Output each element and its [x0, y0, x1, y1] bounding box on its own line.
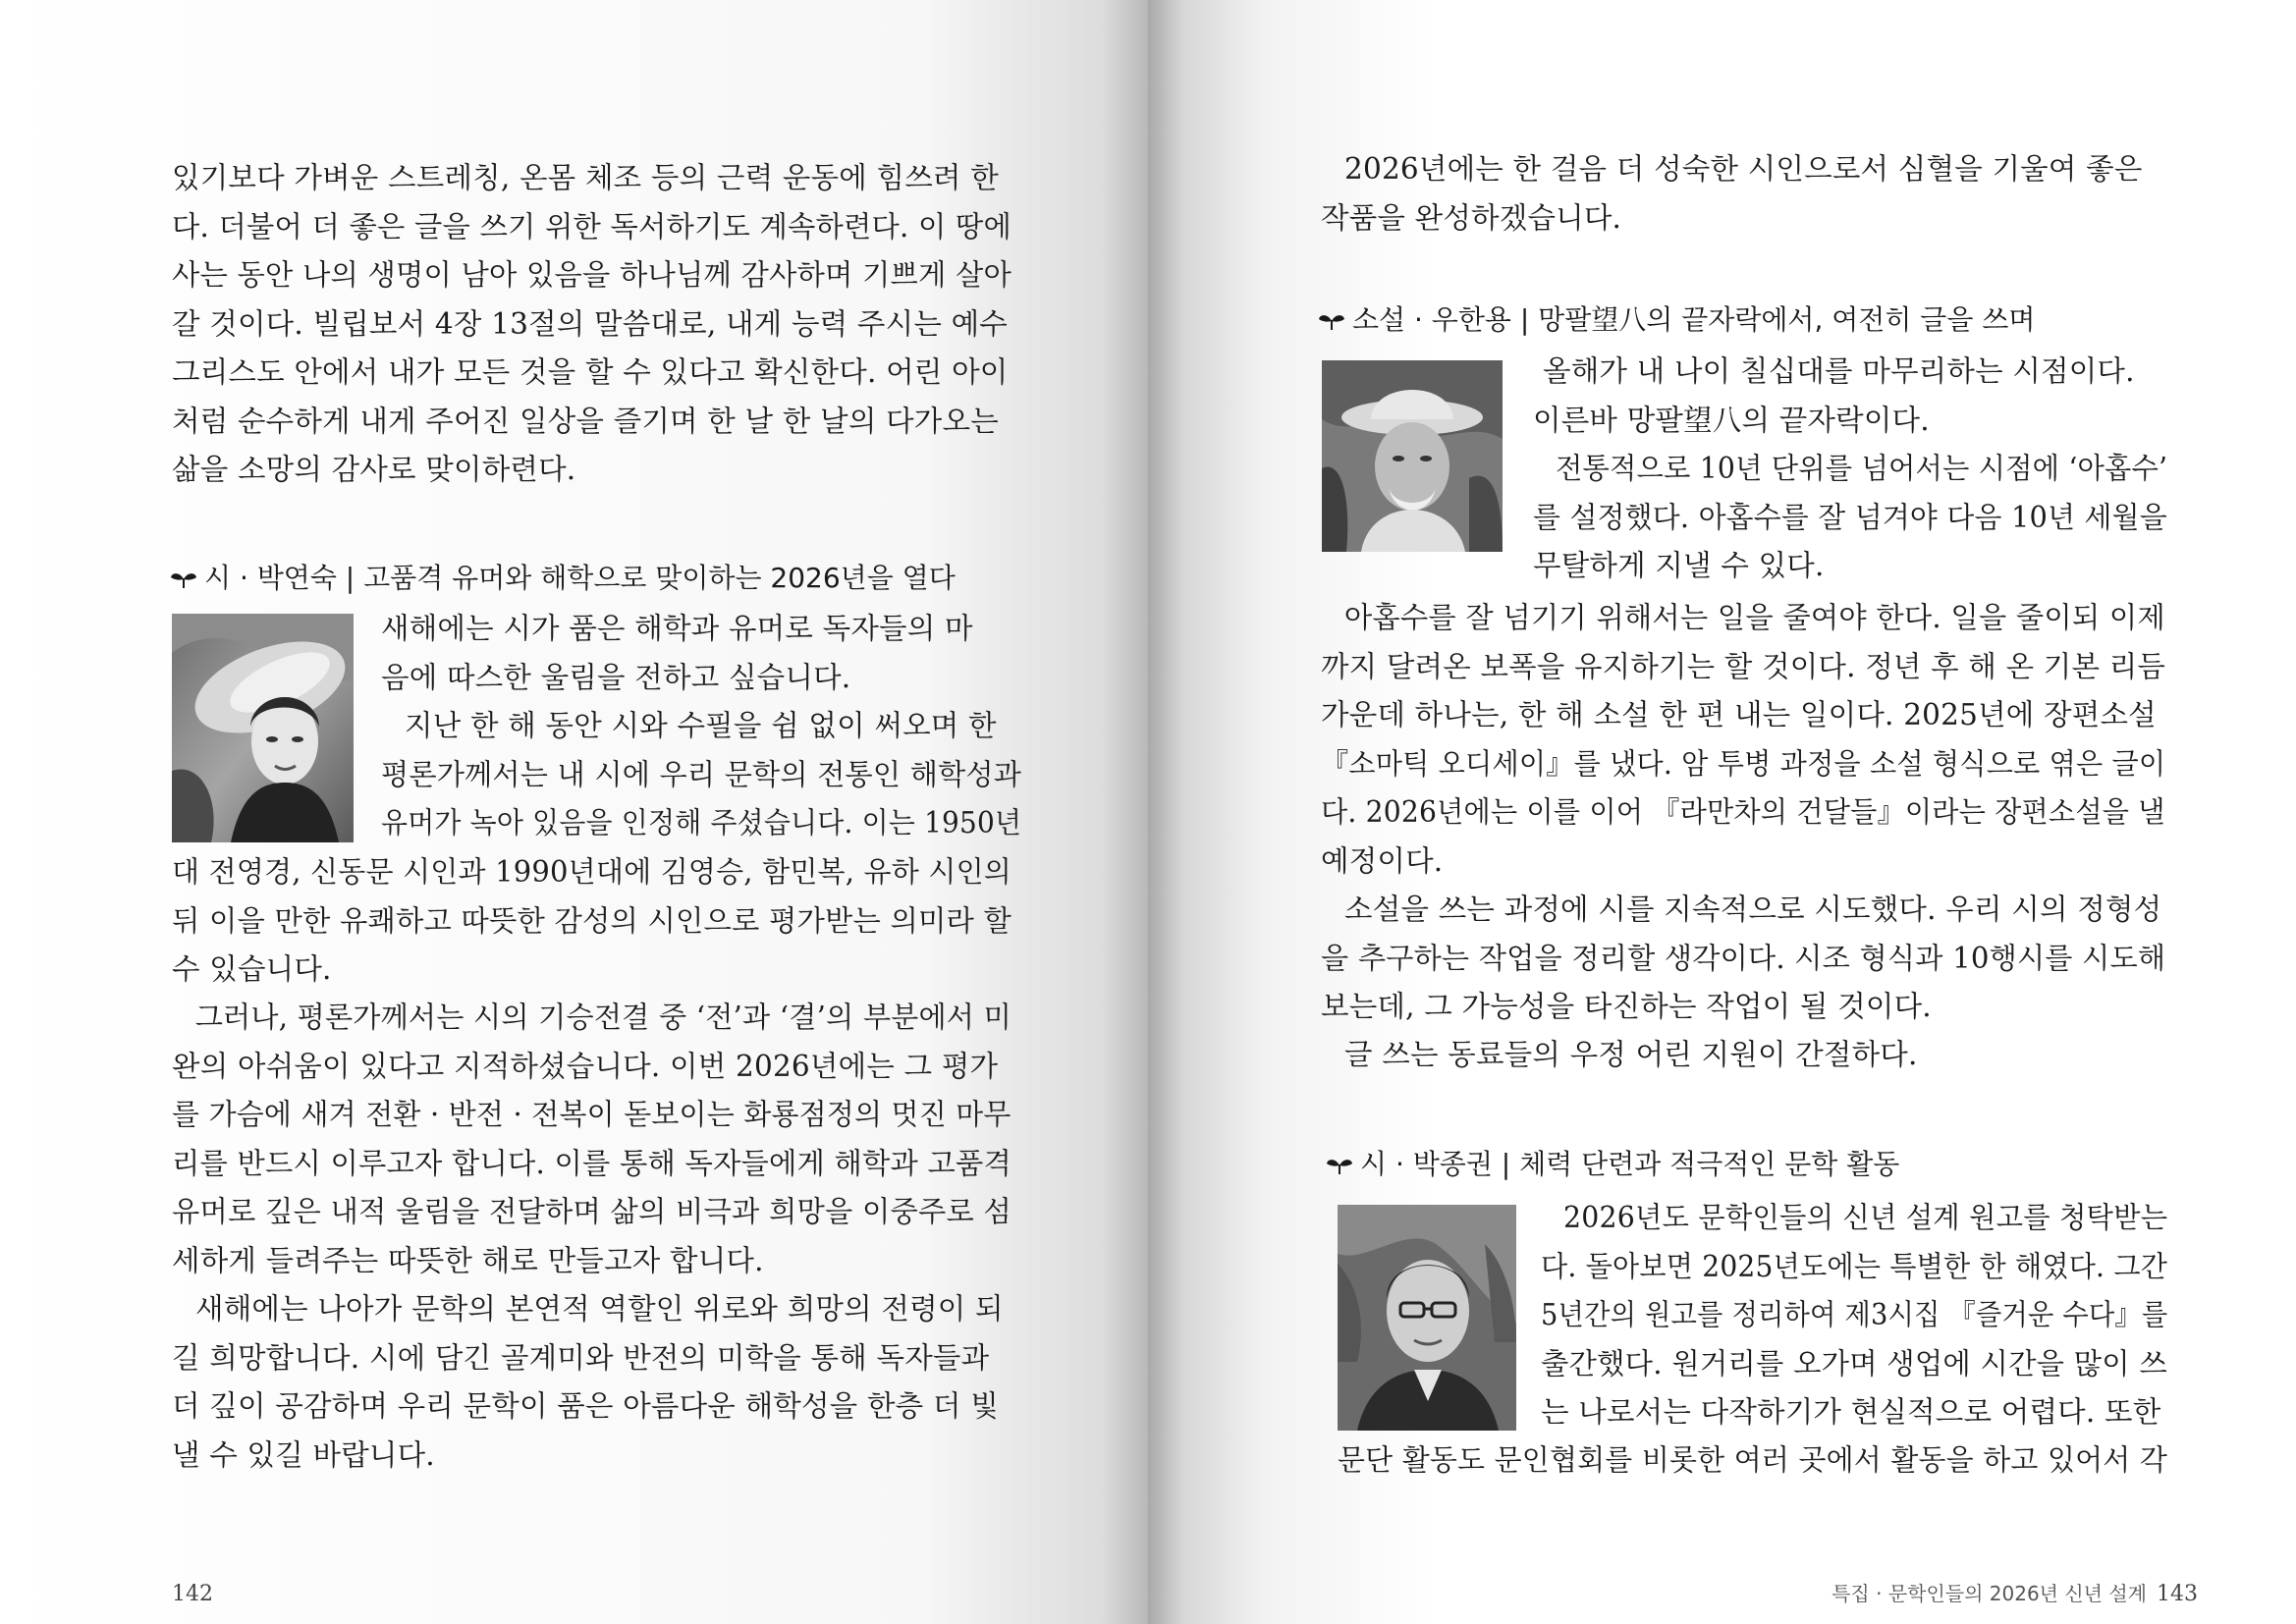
- wrapped-lines-park-yeonsuk: [381, 605, 1021, 848]
- sprout-icon: [1317, 311, 1346, 331]
- wrapped-lines-park-jonggwon: [1541, 1194, 2167, 1437]
- section2-paragraph-rest: [1338, 1436, 2167, 1486]
- text-line: 출간했다. 원거리를 오가며 생업에 시간을 많이 쓰: [1541, 1346, 2167, 1380]
- author-photo-park-jonggwon: [1338, 1205, 1516, 1431]
- author-photo-park-yeonsuk: [172, 614, 354, 842]
- text-line: 유머가 녹아 있음을 인정해 주셨습니다. 이는 1950년: [381, 806, 1022, 839]
- text-line: 길 희망합니다. 시에 담긴 골계미와 반전의 미학을 통해 독자들과: [172, 1340, 990, 1375]
- text-line: 갈 것이다. 빌립보서 4장 13절의 말씀대로, 내게 능력 주시는 예수: [172, 306, 1008, 341]
- text-line: 리를 반드시 이루고자 합니다. 이를 통해 독자들에게 해학과 고품격: [172, 1146, 1011, 1180]
- text-line: 완의 아쉬움이 있다고 지적하셨습니다. 이번 2026년에는 그 평가: [172, 1049, 999, 1083]
- text-line: 5년간의 원고를 정리하여 제3시집 『즐거운 수다』를: [1541, 1298, 2168, 1331]
- section1-paragraph-3: [1321, 886, 2165, 1032]
- left-opening-paragraph: [172, 154, 1011, 495]
- text-line: 보는데, 그 가능성을 타진하는 작업이 될 것이다.: [1321, 990, 1932, 1023]
- section-heading-woo-hanyong: [1317, 300, 2035, 340]
- section-heading-text: 소설 · 우한용 | 망팔望八의 끝자락에서, 여전히 글을 쓰며: [1352, 303, 2036, 336]
- section-heading-park-yeonsuk: [169, 559, 956, 598]
- text-line: 수 있습니다.: [172, 952, 332, 986]
- wrapped-lines-woo-hanyong: [1533, 348, 2167, 591]
- section1-paragraph-2: [1321, 594, 2165, 886]
- paragraph-3: [172, 1285, 1011, 1480]
- text-line: 평론가께서는 내 시에 우리 문학의 전통인 해학성과: [381, 757, 1022, 791]
- text-line: 그러나, 평론가께서는 시의 기승전결 중 ‘전’과 ‘결’의 부분에서 미: [194, 1001, 1011, 1034]
- text-line: 사는 동안 나의 생명이 남아 있음을 하나님께 감사하며 기쁘게 살아: [172, 258, 1011, 292]
- text-line: 무탈하게 지낼 수 있다.: [1533, 549, 1825, 582]
- text-line: 있기보다 가벼운 스트레칭, 온몸 체조 등의 근력 운동에 힘쓰려 한: [172, 161, 999, 194]
- text-line: 다. 돌아보면 2025년도에는 특별한 한 해였다. 그간: [1541, 1249, 2168, 1283]
- right-page: [1148, 0, 2296, 1624]
- text-line: 작품을 완성하겠습니다.: [1321, 200, 1622, 235]
- text-line: 이른바 망팔望八의 끝자락이다.: [1533, 403, 1930, 437]
- text-line: 를 설정했다. 아홉수를 잘 넘겨야 다음 10년 세월을: [1533, 500, 2167, 534]
- text-line: 예정이다.: [1321, 843, 1444, 878]
- right-opening-paragraph: [1321, 145, 2165, 243]
- text-line: 뒤 이을 만한 유쾌하고 따뜻한 감성의 시인으로 평가받는 의미라 할: [172, 903, 1011, 938]
- text-line: 가운데 하나는, 한 해 소설 한 편 내는 일이다. 2025년에 장편소설: [1321, 698, 2157, 731]
- text-line: 2026년에는 한 걸음 더 성숙한 시인으로서 심혈을 기울여 좋은: [1344, 152, 2143, 186]
- text-line: 을 추구하는 작업을 정리할 생각이다. 시조 형식과 10행시를 시도해: [1321, 941, 2166, 975]
- text-line: 아홉수를 잘 넘기기 위해서는 일을 줄여야 한다. 일을 줄이되 이제: [1343, 601, 2165, 634]
- text-line: 글 쓰는 동료들의 우정 어린 지원이 간절하다.: [1344, 1038, 1918, 1071]
- text-line: 는 나로서는 다작하기가 현실적으로 어렵다. 또한: [1541, 1395, 2161, 1429]
- paragraph-2: [172, 994, 1011, 1285]
- section-heading-text: 시 · 박종권 | 체력 단련과 적극적인 문학 활동: [1360, 1148, 1900, 1180]
- running-head: [1831, 1578, 2198, 1606]
- text-line: 다. 2026년에는 이를 이어 『라만차의 건달들』이라는 장편소설을 낼: [1321, 795, 2165, 829]
- text-line: 대 전영경, 신동문 시인과 1990년대에 김영승, 함민복, 유하 시인의: [172, 855, 1011, 889]
- text-line: 그리스도 안에서 내가 모든 것을 할 수 있다고 확신한다. 어린 아이: [172, 355, 1009, 389]
- page-number-left: 142: [172, 1582, 213, 1606]
- text-line: 삶을 소망의 감사로 맞이하련다.: [172, 453, 576, 486]
- text-line: 다. 더불어 더 좋은 글을 쓰기 위한 독서하기도 계속하련다. 이 땅에: [172, 209, 1012, 244]
- text-line: 새해에는 나아가 문학의 본연적 역할인 위로와 희망의 전령이 되: [195, 1292, 1004, 1326]
- paragraph-1-rest: [172, 848, 1011, 995]
- text-line: 처럼 순수하게 내게 주어진 일상을 즐기며 한 날 한 날의 다가오는: [172, 404, 999, 438]
- text-line: 소설을 쓰는 과정에 시를 지속적으로 시도했다. 우리 시의 정형성: [1344, 893, 2162, 926]
- text-line: 전통적으로 10년 단위를 넘어서는 시점에 ‘아홉수’: [1556, 452, 2168, 485]
- sprout-icon: [169, 569, 198, 589]
- text-line: 지난 한 해 동안 시와 수필을 쉼 없이 써오며 한: [405, 709, 997, 742]
- section-heading-text: 시 · 박연숙 | 고품격 유머와 해학으로 맞이하는 2026년을 열다: [204, 562, 956, 594]
- text-line: 낼 수 있길 바랍니다.: [172, 1437, 435, 1472]
- sprout-icon: [1325, 1156, 1354, 1175]
- running-head-text: 특집 · 문학인들의 2026년 신년 설계: [1831, 1582, 2147, 1605]
- text-line: 까지 달려온 보폭을 유지하기는 할 것이다. 정년 후 해 온 기본 리듬: [1321, 649, 2166, 683]
- text-line: 를 가슴에 새겨 전환 · 반전 · 전복이 돋보이는 화룡점정의 멋진 마무: [172, 1098, 1011, 1131]
- text-line: 2026년도 문학인들의 신년 설계 원고를 청탁받는: [1563, 1201, 2168, 1234]
- text-line: 『소마틱 오디세이』를 냈다. 암 투병 과정을 소설 형식으로 엮은 글이: [1321, 746, 2166, 781]
- text-line: 더 깊이 공감하며 우리 문학이 품은 아름다운 해학성을 한층 더 빛: [172, 1389, 999, 1423]
- text-line: 올해가 내 나이 칠십대를 마무리하는 시점이다.: [1543, 354, 2135, 388]
- text-line: 음에 따스한 울림을 전하고 싶습니다.: [381, 660, 851, 694]
- page-number-right: 143: [2157, 1582, 2198, 1606]
- text-line: 세하게 들려주는 따뜻한 해로 만들고자 합니다.: [172, 1243, 764, 1277]
- text-line: 문단 활동도 문인협회를 비롯한 여러 곳에서 활동을 하고 있어서 각: [1338, 1443, 2168, 1477]
- text-line: 새해에는 시가 품은 해학과 유머로 독자들의 마: [381, 612, 973, 645]
- text-line: 유머로 깊은 내적 울림을 전달하며 삶의 비극과 희망을 이중주로 섬: [172, 1195, 1011, 1228]
- section-heading-park-jonggwon: [1325, 1145, 1899, 1184]
- author-photo-woo-hanyong: [1322, 360, 1503, 552]
- section1-paragraph-4: [1321, 1031, 2165, 1080]
